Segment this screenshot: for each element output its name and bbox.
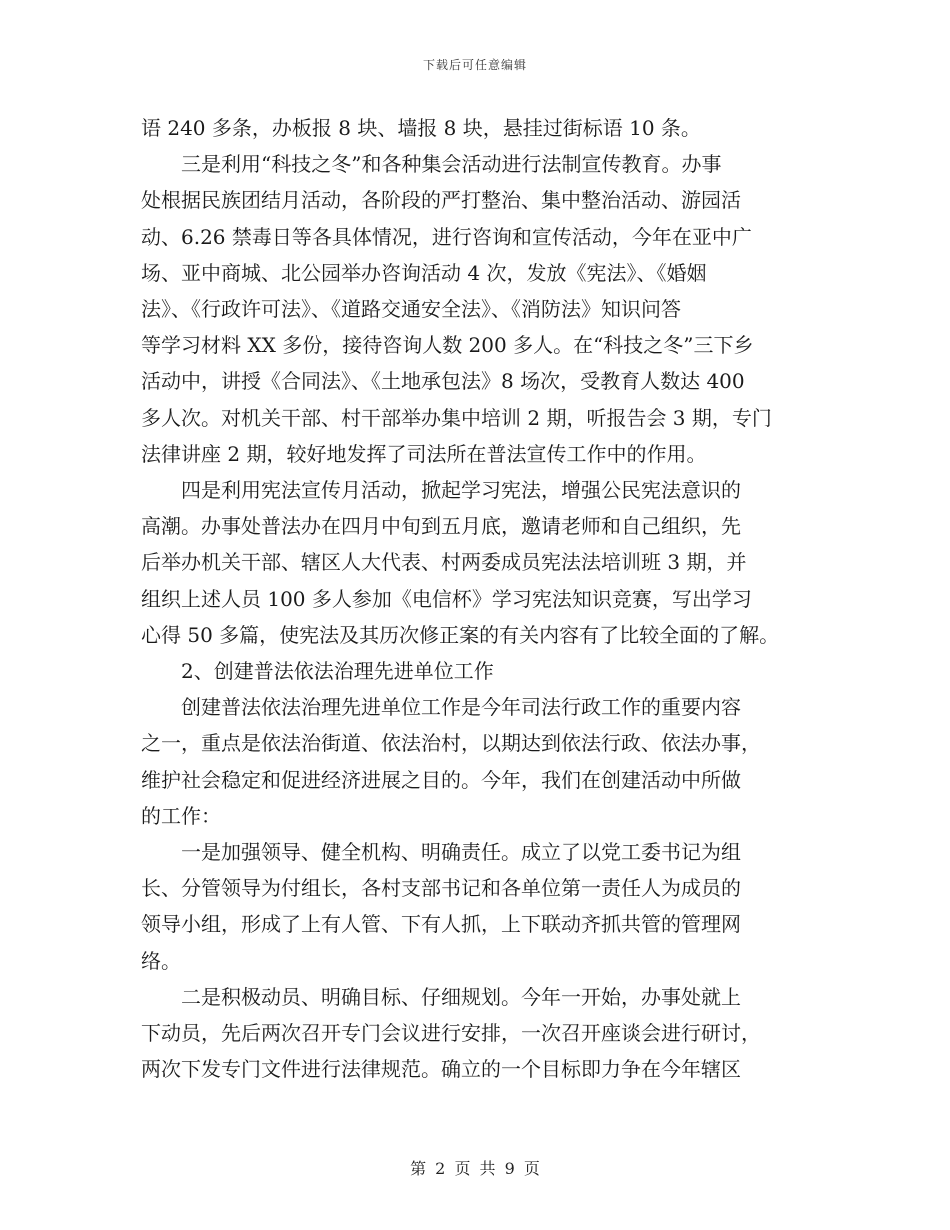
text-line: 活动中，讲授《合同法》、《土地承包法》8 场次，受教育人数达 400 (141, 369, 745, 394)
text-line: 四是利用宪法宣传月活动，掀起学习宪法，增强公民宪法意识的 (181, 478, 741, 503)
text-line: 心得 50 多篇，使宪法及其历次修正案的有关内容有了比较全面的了解。 (141, 622, 780, 647)
text-line: 高潮。办事处普法办在四月中旬到五月底，邀请老师和自己组织，先 (141, 514, 741, 539)
text-line: 络。 (141, 948, 181, 973)
text-line: 等学习材料 XX 多份，接待咨询人数 200 多人。在“科技之冬”三下乡 (141, 333, 754, 358)
text-line: 组织上述人员 100 多人参加《电信杯》学习宪法知识竞赛，写出学习 (141, 586, 752, 611)
text-line: 下动员，先后两次召开专门会议进行安排，一次召开座谈会进行研讨， (141, 1021, 761, 1046)
text-line: 两次下发专门文件进行法律规范。确立的一个目标即力争在今年辖区 (141, 1057, 741, 1082)
text-line: 二是积极动员、明确目标、仔细规划。今年一开始，办事处就上 (181, 984, 741, 1009)
text-line: 多人次。对机关干部、村干部举办集中培训 2 期，听报告会 3 期，专门 (141, 405, 772, 430)
text-line: 三是利用“科技之冬”和各种集会活动进行法制宣传教育。办事 (181, 152, 722, 177)
text-line: 领导小组，形成了上有人管、下有人抓，上下联动齐抓共管的管理网 (141, 912, 741, 937)
text-line: 的工作： (141, 803, 221, 828)
body-text (141, 110, 813, 1087)
section-heading: 2、创建普法依法治理先进单位工作 (181, 659, 494, 684)
text-line: 动、6.26 禁毒日等各具体情况，进行咨询和宣传活动，今年在亚中广 (141, 224, 752, 249)
text-line: 维护社会稳定和促进经济进展之目的。今年，我们在创建活动中所做 (141, 767, 741, 792)
text-line: 长、分管领导为付组长，各村支部书记和各单位第一责任人为成员的 (141, 876, 741, 901)
text-line: 语 240 多条，办板报 8 块、墙报 8 块，悬挂过街标语 10 条。 (141, 116, 701, 140)
text-line: 之一，重点是依法治街道、依法治村，以期达到依法行政、依法办事， (141, 731, 761, 756)
text-line: 场、亚中商城、北公园举办咨询活动 4 次，发放《宪法》、《婚姻 (141, 260, 707, 285)
text-line: 后举办机关干部、辖区人大代表、村两委成员宪法法培训班 3 期，并 (141, 550, 747, 575)
text-line: 处根据民族团结月活动，各阶段的严打整治、集中整治活动、游园活 (141, 188, 741, 213)
text-line: 法律讲座 2 期，较好地发挥了司法所在普法宣传工作中的作用。 (141, 441, 707, 466)
text-line: 一是加强领导、健全机构、明确责任。成立了以党工委书记为组 (181, 840, 741, 865)
text-line: 创建普法依法治理先进单位工作是今年司法行政工作的重要内容 (181, 695, 741, 720)
header-note: 下载后可任意编辑 (422, 58, 527, 72)
text-line: 法》、《行政许可法》、《道路交通安全法》、《消防法》知识问答 (141, 297, 681, 322)
page-number-footer: 第 2 页 共 9 页 (410, 1159, 540, 1178)
